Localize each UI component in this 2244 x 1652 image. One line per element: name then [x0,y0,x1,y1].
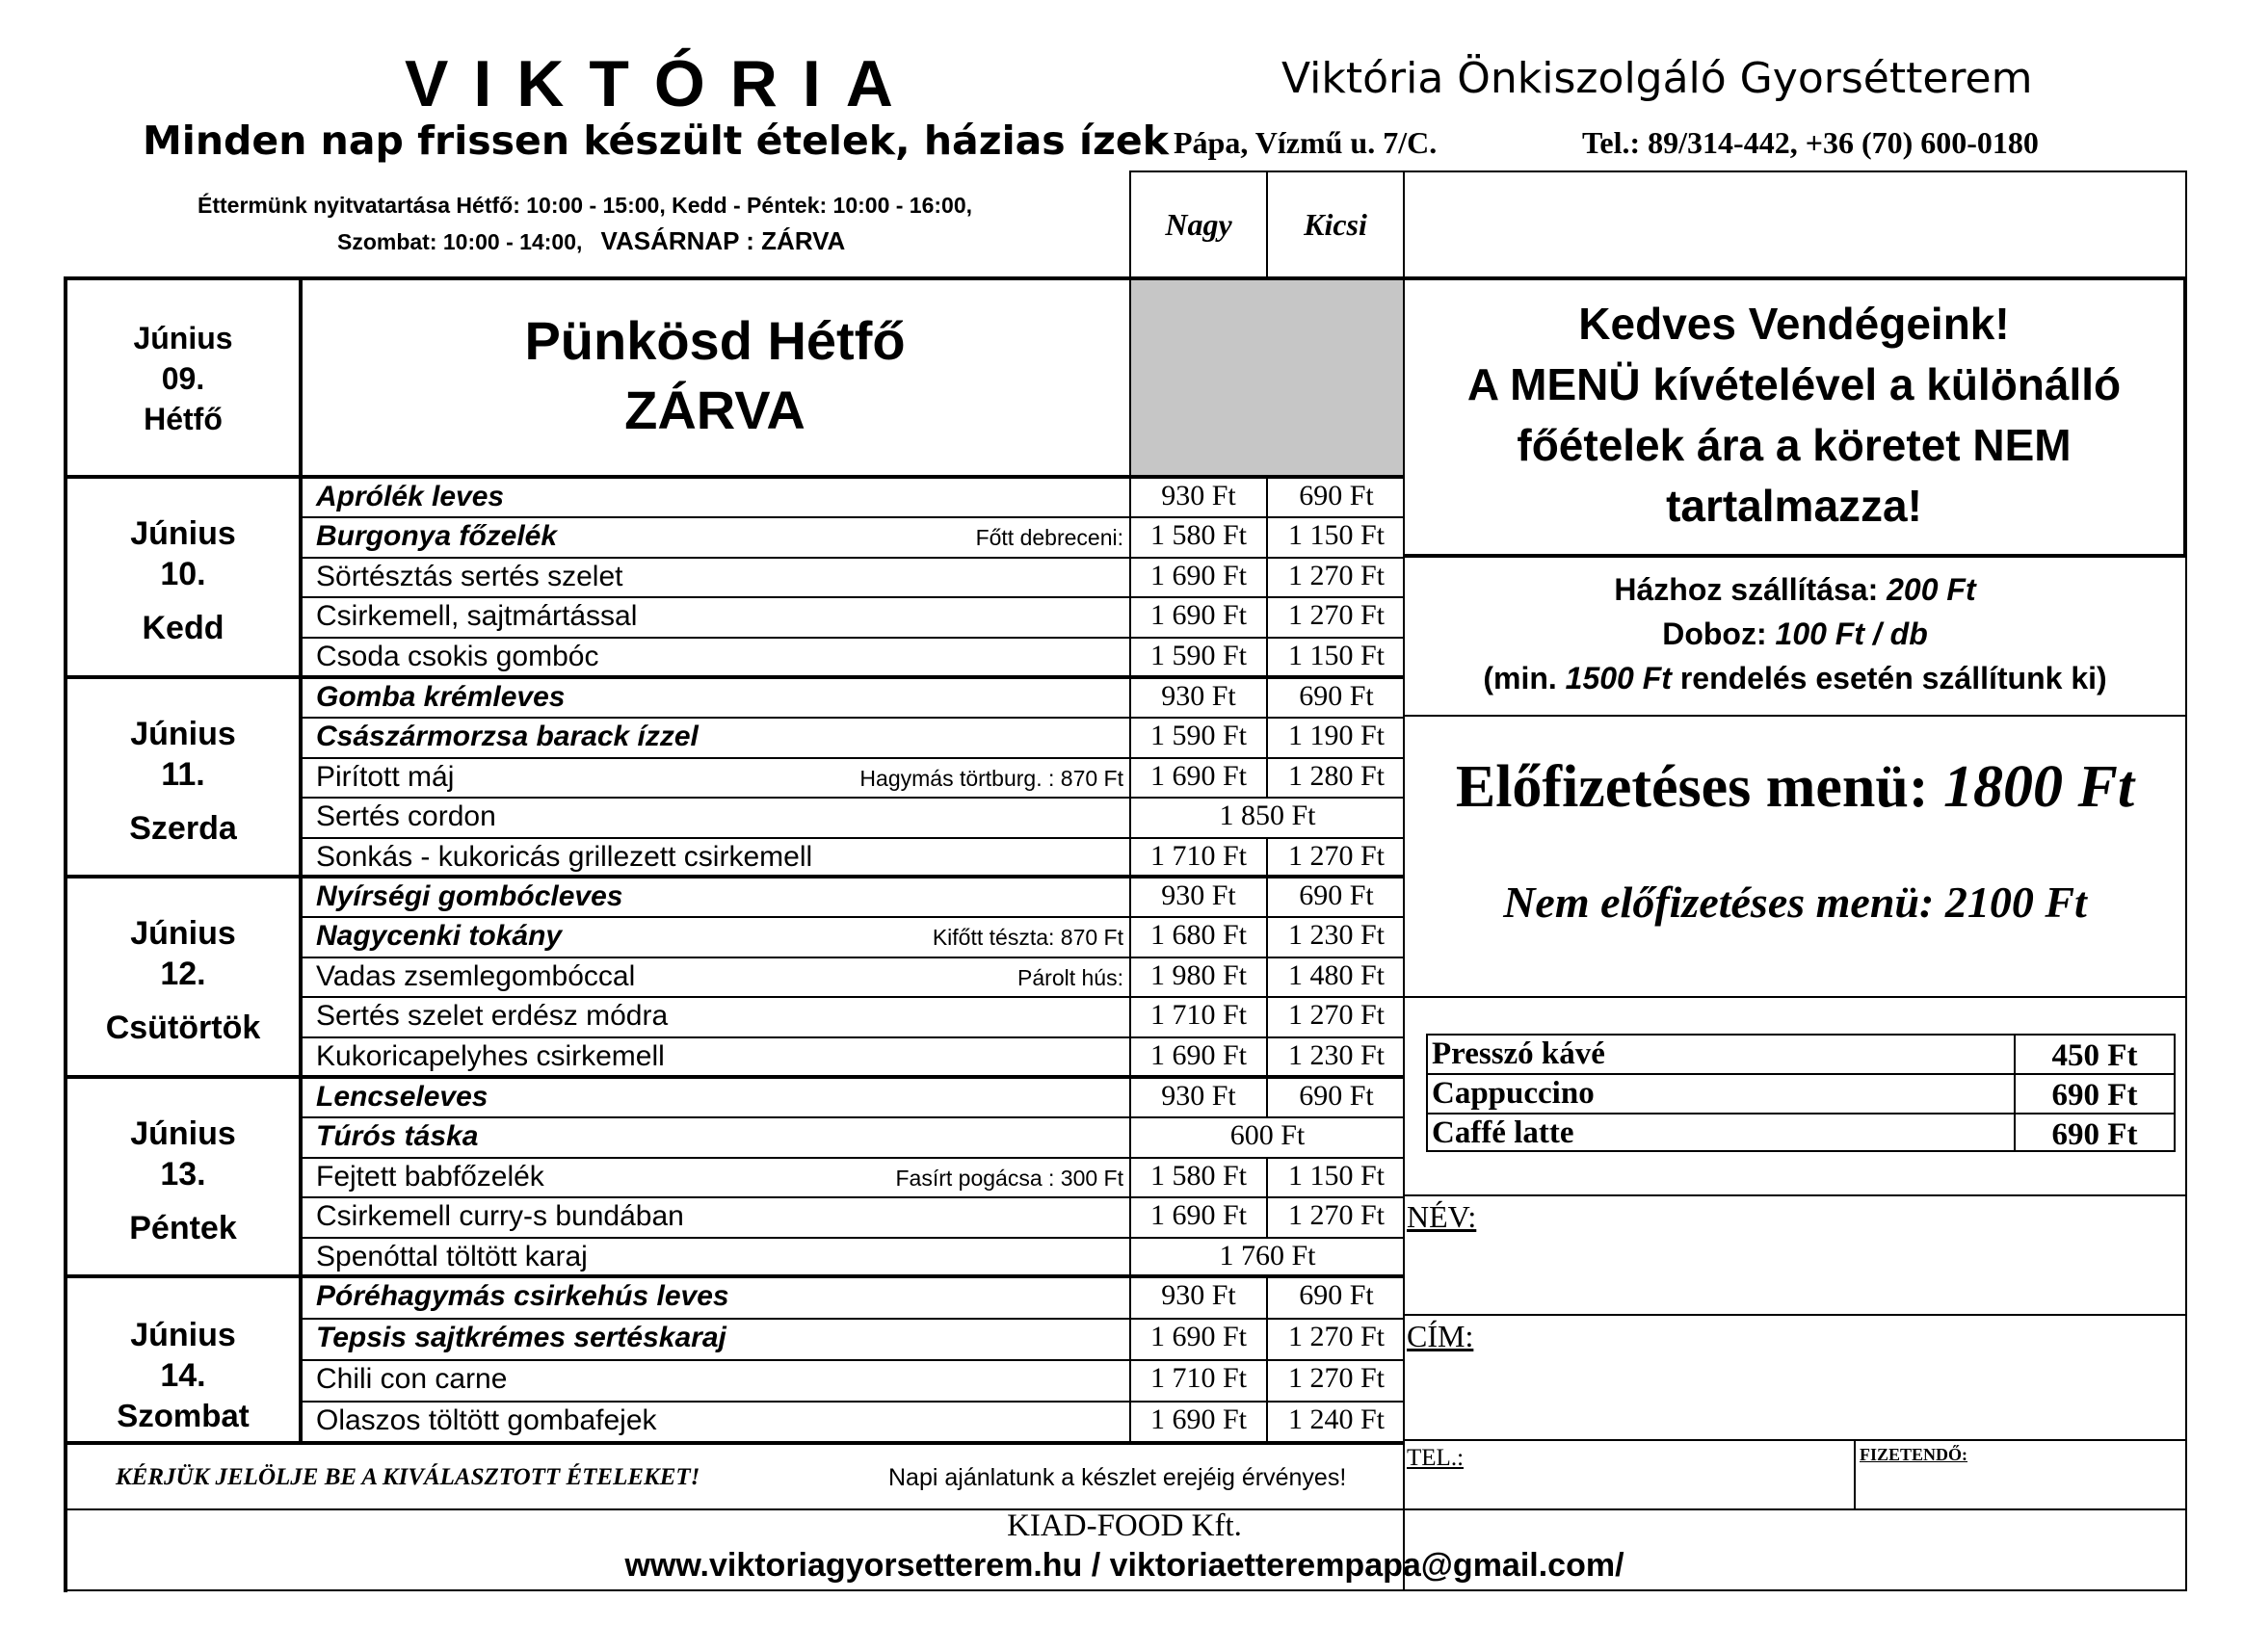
price-small: 1 480 Ft [1287,958,1386,991]
closed-day-grey-cell [1131,280,1403,475]
side-dish-note: Fasírt pogácsa : 300 Ft [895,1165,1123,1191]
day-label [67,513,299,648]
form-payable-field[interactable] [1985,1445,2178,1503]
notice-line3: főételek ára a köretet NEM [1517,420,2072,470]
hours-saturday: Szombat: 10:00 - 14:00, [337,229,583,254]
dish-name: Sertés cordon [316,800,496,833]
dish-name: Sörtésztás sertés szelet [316,560,623,592]
dish-name: Spenóttal töltött karaj [316,1240,588,1272]
notice-line2: A MENÜ kívételével a különálló [1466,359,2122,409]
price-large: 930 Ft [1161,1279,1236,1311]
dish-name: Csirkemell, sajtmártással [316,600,638,633]
coffee-name: Caffé latte [1432,1115,1574,1150]
notice-line1: Kedves Vendégeink! [1578,299,2010,349]
subscription-menu-label: Előfizetéses menü: [1455,754,1929,820]
dish-name: Burgonya főzelék [316,520,558,553]
dish-name: Nyírségi gombócleves [316,880,623,912]
box-label: Doboz: [1662,616,1767,651]
day-number: 09. [161,361,205,396]
form-tel-label: TEL.: [1407,1445,1465,1471]
price-large: 1 590 Ft [1149,720,1248,752]
price-small: 690 Ft [1299,680,1374,712]
closed-day-status: ZÁRVA [624,380,805,440]
price-small: 1 150 Ft [1287,1159,1386,1192]
day-month: Június [130,716,236,752]
dish-name: Nagycenki tokány [316,920,563,953]
dish-name: Lencseleves [316,1081,488,1113]
brand-title: VIKTÓRIA [405,47,918,120]
tagline: Minden nap frissen készült ételek, házias ízek [143,118,1169,164]
price-small: 1 150 Ft [1287,639,1386,671]
dish-name: Olaszos töltött gombafejek [316,1404,657,1436]
coffee-price: 690 Ft [2051,1078,2138,1113]
price-large: 1 690 Ft [1149,599,1248,632]
opening-hours-line2 [337,226,845,256]
subscription-menu-price: 1800 Ft [1943,754,2135,820]
price-large: 1 690 Ft [1149,1038,1248,1071]
price-large: 1 690 Ft [1149,1199,1248,1232]
form-address-field[interactable] [1493,1319,2168,1434]
price-large: 930 Ft [1161,480,1236,511]
coffee-price: 450 Ft [2051,1038,2138,1073]
price-small: 690 Ft [1299,1080,1374,1112]
hours-sunday: VASÁRNAP : ZÁRVA [600,226,846,255]
dish-name: Chili con carne [316,1363,508,1395]
min-order-open: (min. [1483,661,1557,695]
price-small: 690 Ft [1299,1279,1374,1311]
price-small: 1 240 Ft [1287,1403,1386,1435]
restaurant-address: Pápa, Vízmű u. 7/C. [1174,125,1438,160]
dish-name: Póréhagymás csirkehús leves [316,1280,729,1312]
price-small: 1 230 Ft [1287,919,1386,952]
availability-note: Napi ajánlatunk a készlet erejéig érvényes! [888,1464,1347,1491]
box-price: 100 Ft / db [1775,616,1928,651]
closed-day-message [301,306,1129,445]
price-single: 1 850 Ft [1219,800,1316,832]
day-weekday: Hétfő [144,402,223,436]
dish-name: Tepsis sajtkrémes sertéskaraj [316,1322,726,1353]
select-dishes-note: KÉRJÜK JELÖLJE BE A KIVÁLASZTOTT ÉTELEKET! [116,1464,700,1490]
price-small: 1 270 Ft [1287,999,1386,1032]
price-large: 930 Ft [1161,680,1236,712]
delivery-info [1405,567,2185,700]
price-single: 1 760 Ft [1219,1239,1316,1272]
day-month: Június [130,515,236,552]
side-dish-note: Főtt debreceni: [975,525,1123,551]
price-large: 1 690 Ft [1149,559,1248,591]
company-name: KIAD-FOOD Kft. [1007,1508,1242,1543]
dish-name: Sonkás - kukoricás grillezett csirkemell [316,840,813,873]
opening-hours-line1: Éttermünk nyitvatartása Hétfő: 10:00 - 15:00, Kedd - Péntek: 10:00 - 16:00, [198,193,973,218]
column-header-large: Nagy [1165,207,1232,242]
day-number: 10. [160,556,206,592]
price-single: 600 Ft [1229,1119,1306,1152]
price-large: 1 590 Ft [1149,639,1248,671]
price-large: 1 710 Ft [1149,1362,1248,1394]
dish-name: Fejtett babfőzelék [316,1160,544,1193]
price-large: 1 690 Ft [1149,1321,1248,1352]
side-dish-note: Párolt hús: [1017,964,1123,990]
min-order-text: rendelés esetén szállítunk ki) [1679,661,2107,695]
form-tel-field[interactable] [1484,1445,1850,1503]
price-small: 1 280 Ft [1287,759,1386,792]
price-small: 1 270 Ft [1287,1321,1386,1352]
price-large: 930 Ft [1161,1080,1236,1112]
day-label [67,1114,299,1248]
dish-name: Túrós táska [316,1120,479,1153]
day-month: Június [133,321,233,355]
price-small: 690 Ft [1299,480,1374,511]
dish-name: Csoda csokis gombóc [316,640,599,672]
form-name-label: NÉV: [1407,1199,1477,1234]
day-number: 11. [161,756,205,793]
price-small: 1 270 Ft [1287,1199,1386,1232]
coffee-price: 690 Ft [2051,1117,2138,1152]
day-weekday: Csütörtök [105,1010,261,1046]
price-large: 1 690 Ft [1149,1403,1248,1435]
side-dish-note: Hagymás törtburg. : 870 Ft [859,765,1123,791]
delivery-label: Házhoz szállítása: [1614,572,1879,607]
price-small: 1 270 Ft [1287,1362,1386,1394]
price-small: 690 Ft [1299,879,1374,911]
price-large: 1 980 Ft [1149,958,1248,991]
day-label [67,913,299,1048]
restaurant-name: Viktória Önkiszolgáló Gyorsétterem [1281,54,2033,103]
day-month: Június [130,1317,236,1353]
dish-name: Császármorzsa barack ízzel [316,721,699,753]
day-month: Június [130,1115,236,1152]
dish-name: Vadas zsemlegombóccal [316,959,636,992]
non-subscription-menu: Nem előfizetéses menü: 2100 Ft [1503,878,2087,927]
closed-day-title: Pünkösd Hétfő [524,310,906,371]
price-small: 1 270 Ft [1287,839,1386,872]
price-large: 1 580 Ft [1149,519,1248,552]
day-weekday: Szombat [117,1398,250,1433]
price-small: 1 190 Ft [1287,720,1386,752]
day-weekday: Szerda [129,810,237,847]
notice-line4: tartalmazza! [1666,481,1922,531]
day-label-closed [67,318,299,439]
day-month: Június [130,915,236,952]
day-weekday: Péntek [129,1210,237,1246]
form-name-field[interactable] [1493,1199,2168,1305]
price-small: 1 150 Ft [1287,519,1386,552]
restaurant-phone: Tel.: 89/314-442, +36 (70) 600-0180 [1582,125,2039,160]
day-weekday: Kedd [142,610,224,646]
price-small: 1 270 Ft [1287,559,1386,591]
price-large: 1 690 Ft [1149,759,1248,792]
price-large: 1 680 Ft [1149,919,1248,952]
day-number: 14. [160,1357,206,1394]
price-large: 1 710 Ft [1149,839,1248,872]
dish-name: Csirkemell curry-s bundában [316,1200,684,1233]
price-large: 1 710 Ft [1149,999,1248,1032]
day-label [67,1315,299,1436]
dish-name: Kukoricapelyhes csirkemell [316,1039,665,1072]
column-header-small: Kicsi [1304,207,1367,242]
side-dish-note: Kifőtt tészta: 870 Ft [932,925,1123,951]
form-address-label: CÍM: [1407,1319,1474,1353]
day-number: 12. [160,956,206,992]
dish-name: Pirított máj [316,760,455,793]
dish-name: Aprólék leves [316,481,505,512]
price-small: 1 230 Ft [1287,1038,1386,1071]
website-email[interactable]: www.viktoriagyorsetterem.hu / viktoriaetterempapa@gmail.com/ [624,1547,1624,1584]
delivery-price: 200 Ft [1887,572,1976,607]
subscription-menu [1405,753,2185,822]
day-label [67,714,299,849]
customer-notice [1405,294,2183,537]
day-number: 13. [160,1156,206,1193]
coffee-name: Cappuccino [1432,1076,1595,1111]
coffee-name: Presszó kávé [1432,1036,1605,1071]
price-large: 930 Ft [1161,879,1236,911]
dish-name: Gomba krémleves [316,681,566,713]
price-large: 1 580 Ft [1149,1159,1248,1192]
min-order-amount: 1500 Ft [1565,661,1672,695]
price-small: 1 270 Ft [1287,599,1386,632]
dish-name: Sertés szelet erdész módra [316,1000,669,1033]
form-payable-label: FIZETENDŐ: [1860,1445,1968,1464]
